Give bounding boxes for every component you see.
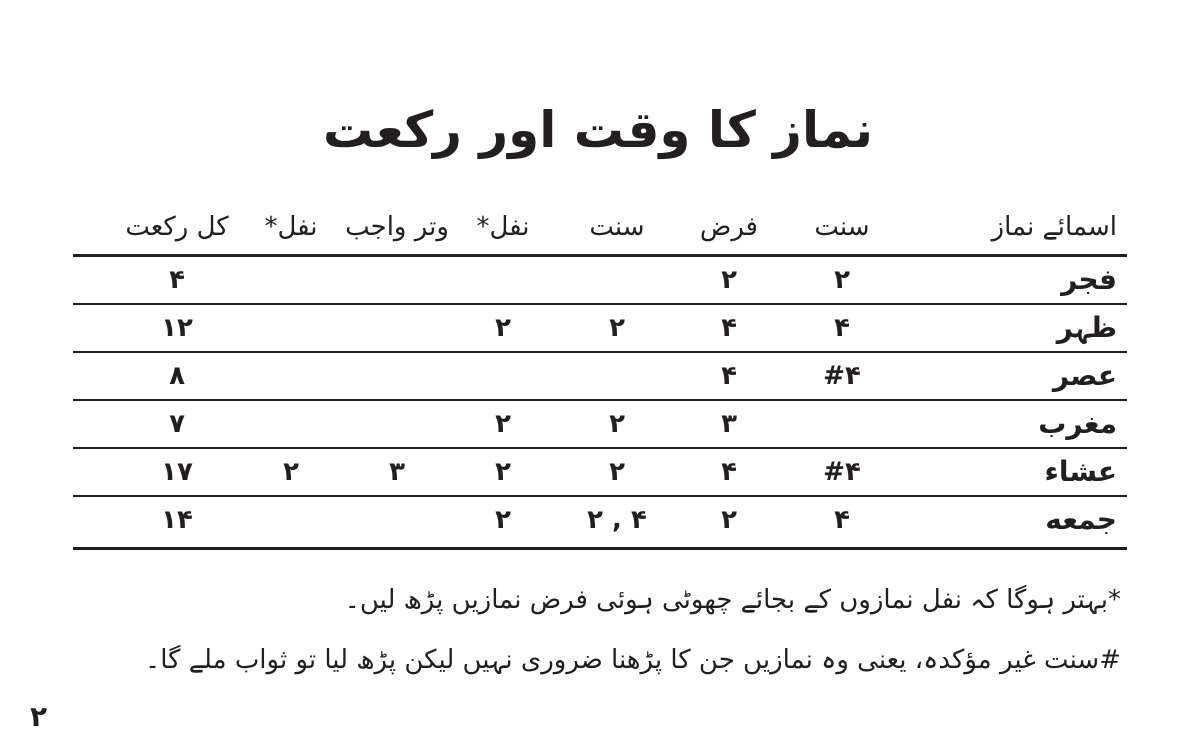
cell-sunnat-before: #۴ (823, 457, 861, 487)
cell-sunnat-before: #۴ (823, 361, 861, 391)
cell-nafl-2: ۲ (283, 457, 299, 487)
cell-farz: ۴ (721, 457, 737, 487)
header-total-rakat: کل رکعت (125, 212, 229, 242)
prayer-rakat-table (73, 198, 1127, 550)
header-nafl-2: نفل* (264, 212, 318, 242)
cell-nafl: ۲ (495, 457, 511, 487)
cell-total: ۷ (169, 409, 185, 439)
page-number: ۲ (30, 700, 48, 733)
cell-total: ۱۴ (161, 505, 193, 535)
cell-sunnat-after: ۲ (609, 313, 625, 343)
header-witr-wajib: وتر واجب (345, 212, 449, 242)
cell-farz: ۲ (721, 265, 737, 295)
cell-farz: ۴ (721, 361, 737, 391)
cell-total: ۱۲ (161, 313, 193, 343)
prayer-name: عشاء (1044, 455, 1117, 488)
cell-sunnat-after: ۲ (609, 409, 625, 439)
table-header (73, 198, 1127, 257)
cell-sunnat-before: ۴ (834, 313, 850, 343)
cell-total: ۱۷ (161, 457, 193, 487)
header-farz: فرض (699, 212, 759, 242)
cell-farz: ۲ (721, 505, 737, 535)
cell-farz: ۴ (721, 313, 737, 343)
cell-nafl: ۲ (495, 505, 511, 535)
prayer-name: عصر (1052, 359, 1117, 392)
header-prayer-names: اسمائے نماز (991, 212, 1117, 242)
table-row-fajr (73, 257, 1127, 305)
prayer-name: ظہر (1056, 311, 1117, 344)
cell-total: ۸ (169, 361, 185, 391)
cell-sunnat-after: ۴ , ۲ (587, 505, 647, 535)
cell-sunnat-before: ۴ (834, 505, 850, 535)
page-title: نماز کا وقت اور رکعت (322, 101, 874, 159)
table-row-zuhr (73, 305, 1127, 353)
table-row-jumuah (73, 497, 1127, 550)
cell-nafl: ۲ (495, 409, 511, 439)
prayer-name: جمعه (1045, 503, 1117, 536)
footnote-nafl: *بہتر ہوگا کہ نفل نمازوں کے بجائے چھوٹی ہوئی فرض نمازیں پڑھ لیں۔ (344, 585, 1121, 615)
header-nafl: نفل* (476, 212, 530, 242)
header-sunnat-after: سنت (589, 212, 645, 242)
cell-farz: ۳ (721, 409, 737, 439)
table-row-maghrib (73, 401, 1127, 449)
cell-total: ۴ (169, 265, 185, 295)
table-row-asr (73, 353, 1127, 401)
prayer-name: مغرب (1038, 407, 1117, 440)
cell-sunnat-after: ۲ (609, 457, 625, 487)
cell-nafl: ۲ (495, 313, 511, 343)
cell-sunnat-before: ۲ (834, 265, 850, 295)
cell-witr: ۳ (389, 457, 405, 487)
table-row-isha (73, 449, 1127, 497)
prayer-name: فجر (1061, 263, 1117, 296)
header-sunnat-before: سنت (814, 212, 870, 242)
footnote-sunnat-ghair-muakkadah: #سنت غیر مؤکدہ، یعنی وہ نمازیں جن کا پڑھنا ضروری نہیں لیکن پڑھ لیا تو ثواب ملے گا۔ (144, 645, 1121, 675)
